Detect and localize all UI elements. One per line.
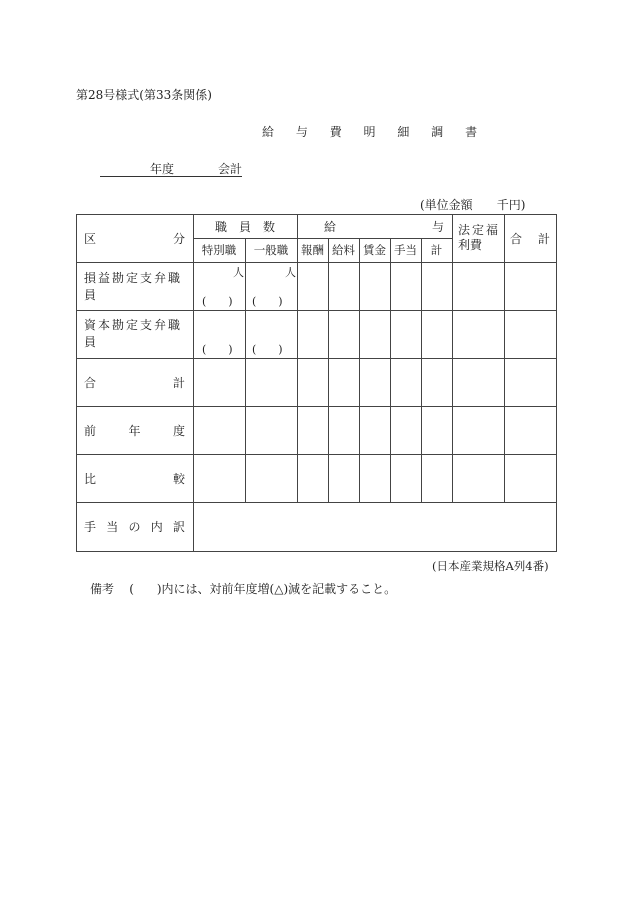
header-subtotal: 計 [430,243,443,257]
header-remuneration: 報酬 [301,243,324,257]
row-label-allowance-breakdown: 手 当 の 内 訳 [84,520,185,534]
form-number: 第28号様式(第33条関係) [76,88,212,102]
fiscal-year-label: 年度 [150,162,175,176]
salary-detail-table [76,214,556,551]
header-pay: 給料 [332,243,355,257]
header-statutory-welfare: 法定福 利費 [458,223,501,252]
col-divider [328,238,329,502]
col-divider [193,214,194,551]
title-char: 明 [363,125,385,139]
row-label-revenue-account-staff: 損益勘定支弁職員 [84,271,183,302]
row-label-total: 合 計 [84,375,185,390]
header-special-staff: 特別職 [201,243,237,257]
title-char: 与 [295,125,317,139]
change-paren-general[interactable]: ( ) [252,343,283,356]
person-unit-mark: 人 [285,266,296,279]
title-char: 細 [397,125,419,139]
fiscal-year-account-line[interactable] [100,160,242,177]
header-allowance: 手当 [394,243,417,257]
header-category: 区 分 [84,231,185,246]
person-unit-mark: 人 [233,266,244,279]
account-label: 会計 [218,162,243,176]
paper-standard-label: (日本産業規格A列4番) [432,559,549,573]
row-label-capital-account-staff: 資本勘定支弁職員 [84,318,183,349]
col-divider [421,238,422,502]
title-char: 調 [431,125,453,139]
allowance-breakdown-field[interactable] [194,503,556,551]
col-divider [390,238,391,502]
change-paren-special[interactable]: ( ) [202,343,233,356]
header-total: 合 計 [510,231,550,246]
title-char: 書 [465,125,487,139]
change-paren-general[interactable]: ( ) [252,295,283,308]
table-border [556,214,557,551]
row-label-previous-year: 前 年 度 [84,423,185,438]
header-salary: 給 与 [324,219,444,234]
header-staff-count: 職 員 数 [215,219,275,234]
change-paren-special[interactable]: ( ) [202,295,233,308]
row-label-comparison: 比 較 [84,471,185,486]
col-divider [245,238,246,502]
title-char: 費 [329,125,351,139]
unit-label: (単位金額 千円) [420,198,526,212]
col-divider [359,238,360,502]
header-wages: 賃金 [363,243,386,257]
document-title [262,123,486,140]
title-char: 給 [262,125,284,139]
remarks-note: 備考 ( )内には、対前年度増(△)減を記載すること。 [90,582,397,596]
header-general-staff: 一般職 [253,243,289,257]
table-border [76,551,557,552]
